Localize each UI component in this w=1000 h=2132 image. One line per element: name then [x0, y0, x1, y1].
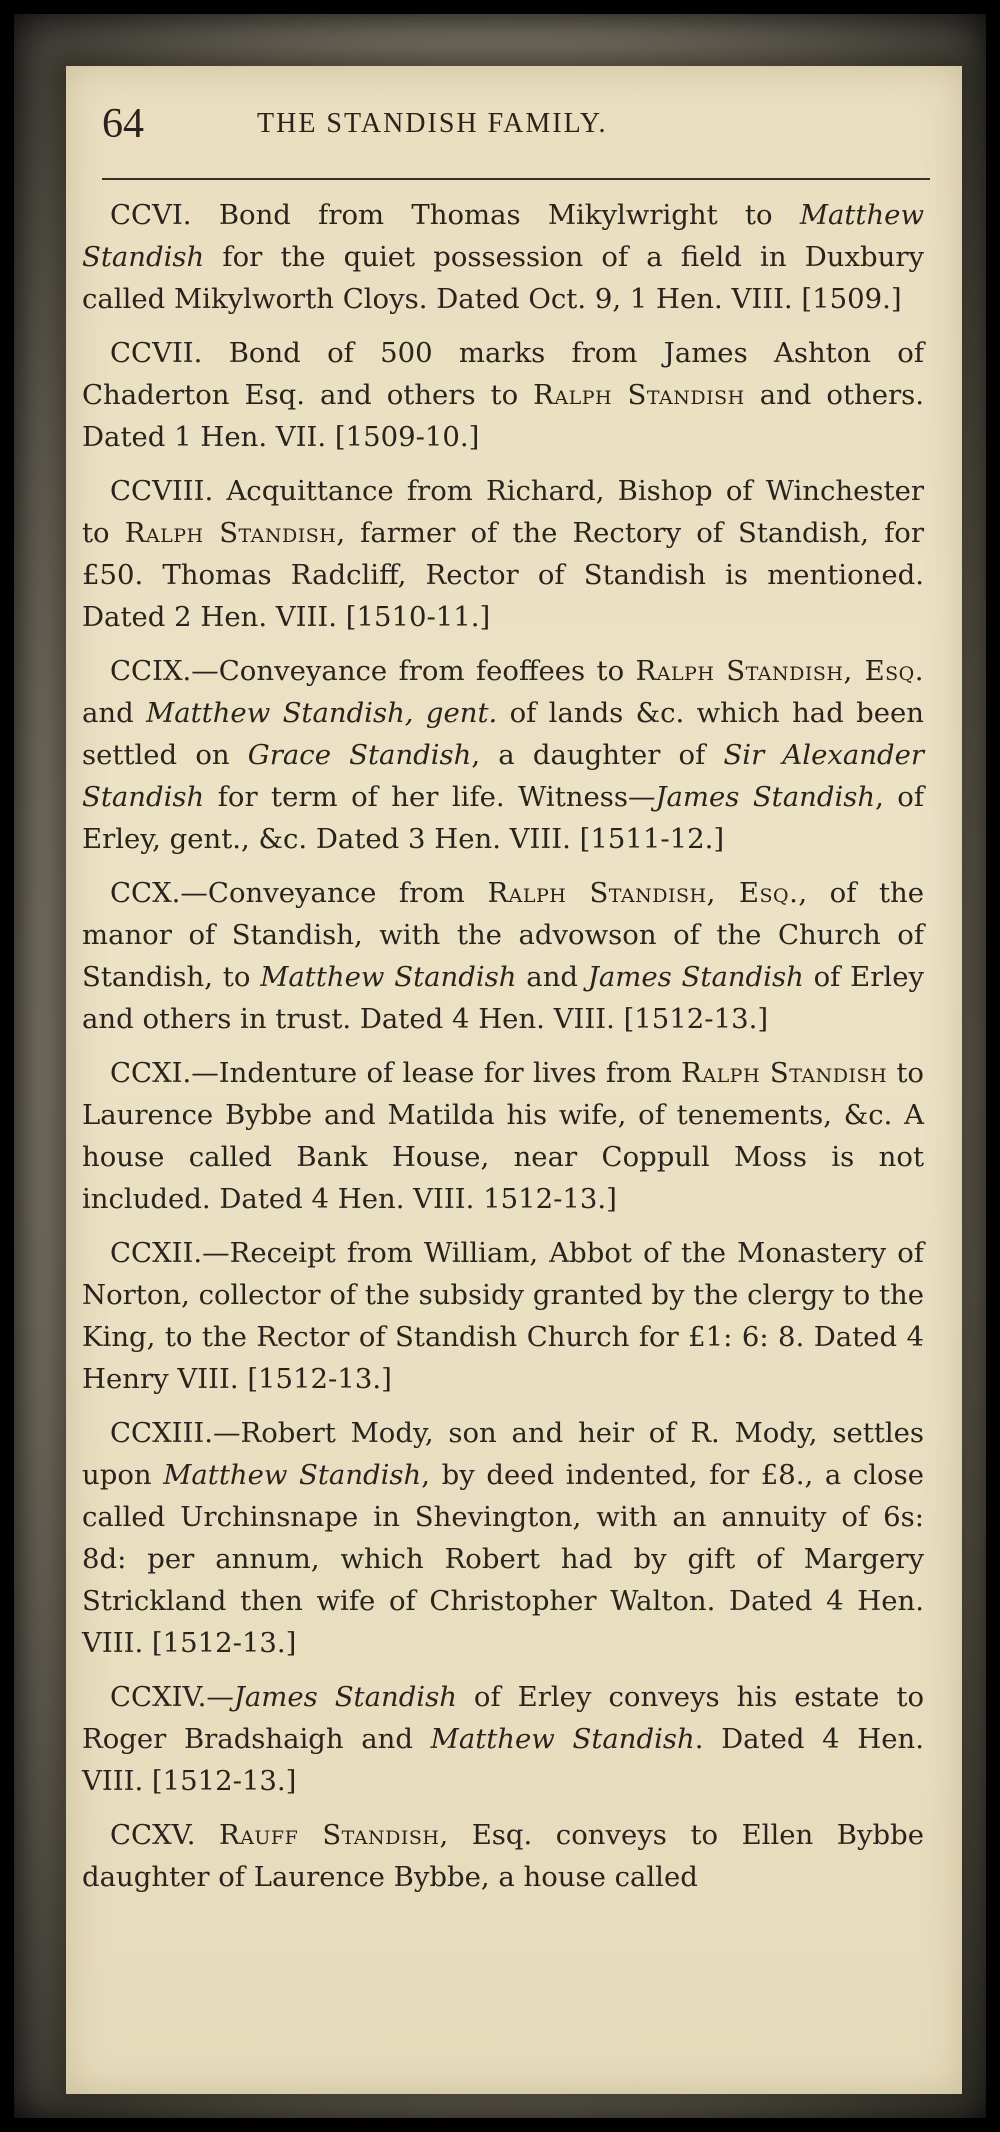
smallcaps-name: Ralph Standish [533, 379, 745, 411]
page-header [102, 98, 926, 168]
entry-text: CCXV. [110, 1819, 219, 1851]
entry-text: , farmer of the Rectory of Standish, for £50. Thomas Radcliff, Rector of Standish is mentioned. Dated 2 Hen. VIII. [1510-11.] [82, 517, 924, 633]
italic-name: James Standish [587, 961, 804, 993]
entry-text: and [82, 697, 147, 729]
entries-list [82, 194, 924, 1910]
entry-text: of Erley conveys his estate to Roger Bradshaigh and [82, 1681, 924, 1755]
entry-text: CCXIV.— [110, 1681, 234, 1713]
italic-name: Matthew Standish [163, 1459, 422, 1491]
entry-paragraph [82, 1676, 924, 1802]
entry-paragraph [82, 1412, 924, 1664]
entry-text: CCXIII.—Robert Mody, son and heir of R. Mody, settles upon [82, 1417, 924, 1491]
italic-name: Matthew Standish [260, 961, 517, 993]
entry-text: , by deed indented, for £8., a close called Urchinsnape in Shevington, with an annuity of 6s: 8d: per annum, which Robert had by gift of Margery Strickland then wife of Christopher Walton. Dated 4 Hen. VIII. [1512-13.] [82, 1459, 924, 1659]
entry-paragraph [82, 650, 924, 860]
entry-text: , of the manor of Standish, with the advowson of the Church of Standish, to [82, 877, 925, 993]
italic-name: Matthew Standish [82, 199, 924, 273]
entry-text: CCX.—Conveyance from [110, 877, 488, 909]
entry-text: for term of her life. Witness— [204, 781, 656, 813]
italic-name: James Standish [233, 1681, 457, 1713]
entry-paragraph [82, 332, 924, 458]
smallcaps-name: Ralph Standish [124, 517, 337, 549]
entry-text: , of Erley, gent., &c. Dated 3 Hen. VIII. [1511-12.] [82, 781, 925, 855]
running-title: THE STANDISH FAMILY. [257, 108, 608, 139]
entry-text: and [516, 961, 588, 993]
entry-text: , Esq. conveys to Ellen Bybbe daughter of Laurence Bybbe, a house called [82, 1819, 924, 1893]
entry-paragraph [82, 1232, 924, 1400]
book-page [66, 66, 962, 2094]
smallcaps-name: Ralph Standish, Esq. [635, 655, 924, 687]
page-number: 64 [102, 101, 144, 147]
entry-text: for the quiet possession of a field in Duxbury called Mikylworth Cloys. Dated Oct. 9, 1 Hen. VIII. [1509.] [82, 241, 924, 315]
entry-text: CCVI. Bond from Thomas Mikylwright to [110, 199, 800, 231]
entry-text: of Erley and others in trust. Dated 4 Hen. VIII. [1512-13.] [82, 961, 925, 1035]
entry-paragraph [82, 872, 924, 1040]
entry-text: CCVII. Bond of 500 marks from James Ashton of Chaderton Esq. and others to [82, 337, 924, 411]
entry-paragraph [82, 470, 924, 638]
entry-text: to Laurence Bybbe and Matilda his wife, of tenements, &c. A house called Bank House, near Coppull Moss is not included. Dated 4 Hen. VIII. 1512-13.] [82, 1057, 924, 1215]
entry-text: CCVIII. Acquittance from Richard, Bishop of Winchester to [82, 475, 924, 549]
frame-bevel [14, 14, 986, 2118]
italic-name: James Standish [655, 781, 876, 813]
entry-text: and others. Dated 1 Hen. VII. [1509-10.] [82, 379, 924, 453]
italic-name: Sir Alexander Standish [82, 739, 924, 813]
smallcaps-name: Rauff Standish [218, 1819, 440, 1851]
smallcaps-name: Ralph Standish, Esq. [487, 877, 799, 909]
entry-paragraph [82, 194, 924, 320]
entry-paragraph [82, 1052, 924, 1220]
entry-text: . Dated 4 Hen. VIII. [1512-13.] [82, 1723, 925, 1797]
smallcaps-name: Ralph Standish [681, 1057, 888, 1089]
italic-name: Grace Standish [247, 739, 472, 771]
entry-text: CCXII.—Receipt from William, Abbot of the Monastery of Norton, collector of the subsidy granted by the clergy to the King, to the Rector of Standish Church for £1: 6: 8. Dated 4 Henry VIII. [1512-13.] [82, 1237, 924, 1395]
italic-name: Matthew Standish, gent. [146, 697, 498, 729]
entry-text: CCXI.—Indenture of lease for lives from [110, 1057, 682, 1089]
header-rule [102, 178, 930, 180]
italic-name: Matthew Standish [430, 1723, 695, 1755]
entry-paragraph [82, 1814, 924, 1898]
entry-text: , a daughter of [471, 739, 724, 771]
entry-text: CCIX.—Conveyance from feoffees to [110, 655, 636, 687]
entry-text: of lands &c. which had been settled on [82, 697, 925, 771]
